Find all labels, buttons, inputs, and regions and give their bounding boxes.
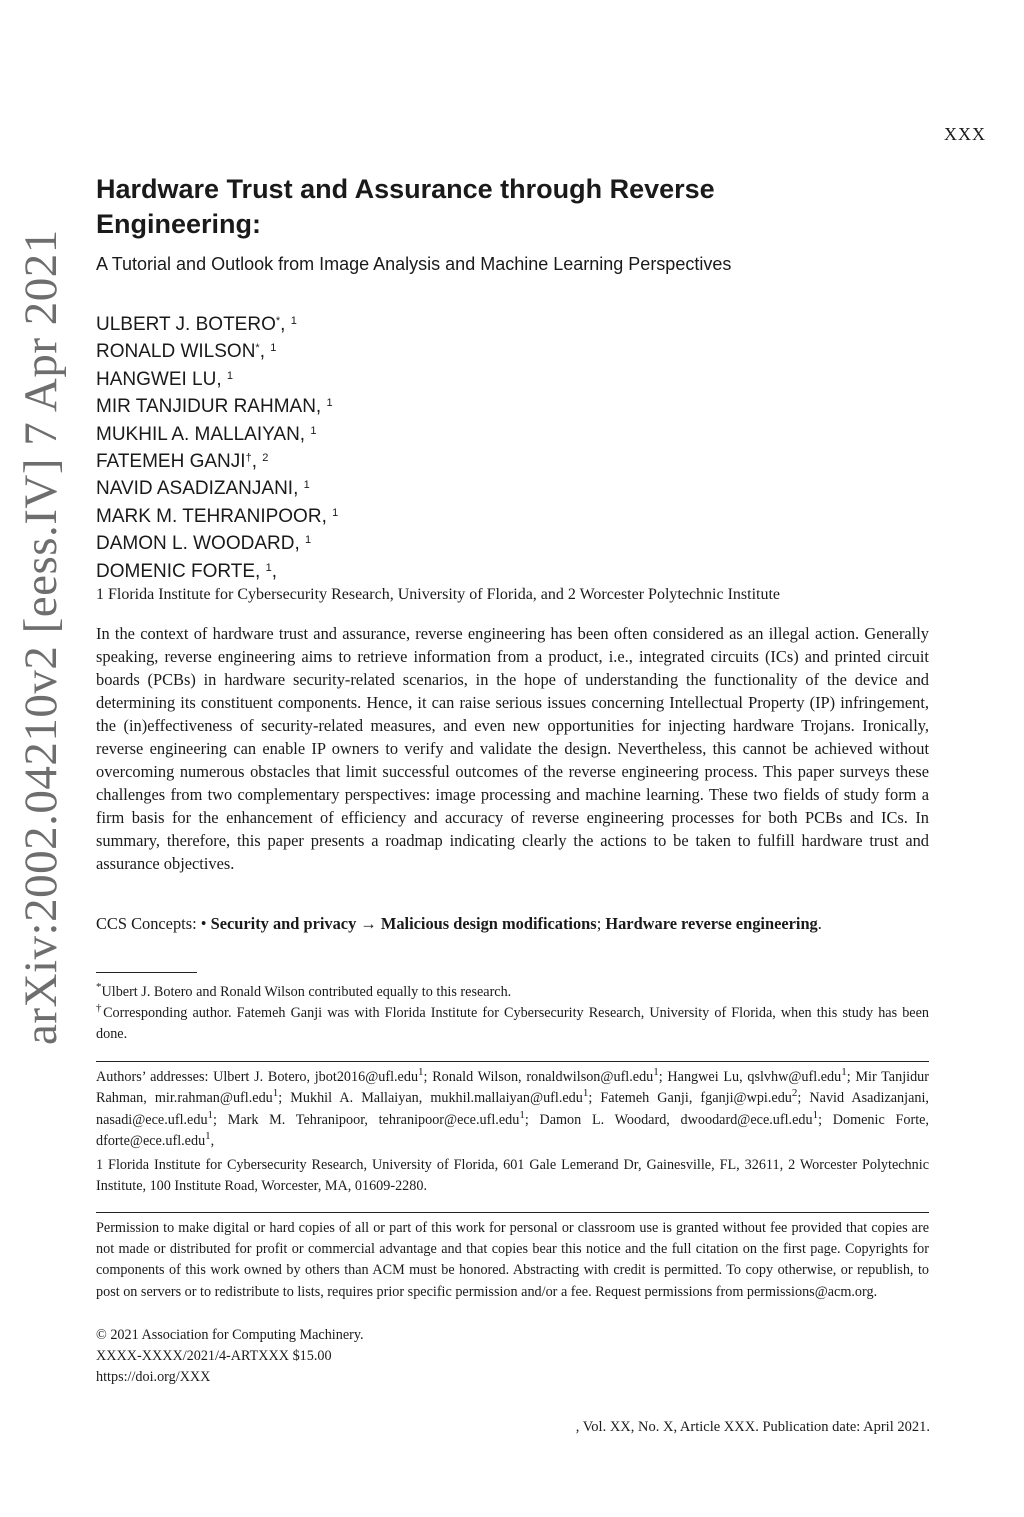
- author-name: HANGWEI LU: [96, 368, 217, 390]
- footnote-text: Ulbert J. Botero and Ronald Wilson contributed equally to this research.: [101, 984, 512, 1000]
- ccs-term-security: Security and privacy → Malicious design modifications: [210, 914, 597, 933]
- address-segment: ; Mir Tanjidur Rahman, mir.rahman@ufl.edu: [96, 1069, 929, 1107]
- author-name: RONALD WILSON: [96, 341, 256, 363]
- permission-rule: [96, 1212, 929, 1213]
- address-affiliation-mark: 1: [519, 1108, 525, 1121]
- address-segment: ; Damon L. Woodard, dwoodard@ece.ufl.edu: [524, 1111, 813, 1128]
- paper-title: Hardware Trust and Assurance through Reverse Engineering:: [96, 174, 715, 239]
- ccs-end: .: [817, 914, 822, 933]
- abstract: In the context of hardware trust and assurance, reverse engineering has been often considered as an illegal action. Generally speaking, reverse engineering aims to retrieve information from a product, i.e., integrated circuits (ICs) and printed circuit boards (PCBs) in hardware security-related scenarios, in the hope of understanding the functionality of the device and determining its constituent components. Hence, it can raise serious issues concerning Intellectual Property (IP) infringement, the (in)effectiveness of security-related measures, and even new opportunities for injecting hardware Trojans. Ironically, reverse engineering can enable IP owners to verify and validate the design. Nevertheless, this cannot be achieved without overcoming numerous obstacles that limit successful outcomes of the reverse engineering process. This paper surveys these challenges from two complementary perspectives: image processing and machine learning. These two fields of study form a firm basis for the enhancement of efficiency and accuracy of reverse engineering processes for both PCBs and ICs. In summary, therefore, this paper presents a roadmap indicating clearly the actions to be taken to fulfill hardware trust and assurance objectives.: [96, 624, 929, 873]
- author-entry: MIR TANJIDUR RAHMAN, $^1$: [96, 396, 333, 418]
- author-name: ULBERT J. BOTERO: [96, 314, 276, 335]
- author-entry: FATEMEH GANJI†, $^2$: [96, 451, 269, 473]
- paper-subtitle: A Tutorial and Outlook from Image Analysis and Machine Learning Perspectives: [96, 254, 732, 274]
- addresses-rule: [96, 1061, 929, 1062]
- author-mark: *: [275, 315, 281, 327]
- footnote-equal-contribution: [96, 982, 929, 1003]
- author-name: MUKHIL A. MALLAIYAN: [96, 423, 300, 445]
- ccs-term-hardware: Hardware reverse engineering: [605, 914, 818, 933]
- author-entry: RONALD WILSON*, $^1$: [96, 341, 277, 363]
- address-segment: ; Mukhil A. Mallaiyan, mukhil.mallaiyan@ufl.edu: [278, 1090, 583, 1107]
- author-name: FATEMEH GANJI: [96, 451, 246, 473]
- author-name: MIR TANJIDUR RAHMAN: [96, 396, 316, 418]
- author-list: [96, 311, 338, 585]
- affiliations: 1 Florida Institute for Cybersecurity Research, University of Florida, and 2 Worcester Polytechnic Institute: [96, 586, 781, 603]
- author-affiliation: 2: [262, 452, 269, 465]
- address-affiliation-mark: 1: [582, 1087, 589, 1100]
- addresses-institutions: 1 Florida Institute for Cybersecurity Research, University of Florida, 601 Gale Lemerand Dr, Gainesville, FL, 32611, 2 Worcester Polytechnic Institute, 100 Institute Road, Worcester, MA, 01609-2280.: [96, 1157, 929, 1195]
- author-affiliation: 1: [265, 561, 272, 574]
- addresses-paragraph: [96, 1067, 929, 1152]
- author-entry: MARK M. TEHRANIPOOR, $^1$: [96, 505, 339, 527]
- footnote-mark: †: [96, 1002, 104, 1014]
- author-mark: *: [255, 342, 260, 355]
- address-affiliation-mark: 2: [791, 1087, 798, 1100]
- ccs-label: CCS Concepts: •: [96, 914, 211, 933]
- footnotes: [96, 982, 929, 1045]
- author-affiliation: 1: [332, 506, 339, 519]
- footnote-text: Corresponding author. Fatemeh Ganji was with Florida Institute for Cybersecurity Research, University of Florida, when this study has been done.: [96, 1005, 929, 1042]
- address-affiliation-mark: 1: [418, 1066, 424, 1078]
- author-affiliation: 1: [305, 534, 312, 547]
- footnote-mark: *: [96, 981, 102, 993]
- copyright-line: © 2021 Association for Computing Machinery.: [96, 1327, 364, 1343]
- address-segment: ; Navid Asadizanjani, nasadi@ece.ufl.edu: [96, 1090, 929, 1128]
- author-entry: MUKHIL A. MALLAIYAN, $^1$: [96, 423, 317, 445]
- author-name: MARK M. TEHRANIPOOR: [96, 505, 322, 527]
- author-affiliation: 1: [326, 397, 333, 410]
- address-affiliation-mark: 1: [272, 1087, 279, 1100]
- author-entry: NAVID ASADIZANJANI, $^1$: [96, 478, 310, 500]
- running-header: XXX: [944, 124, 986, 144]
- author-name: DOMENIC FORTE: [96, 560, 256, 582]
- copyright-block: [96, 1325, 364, 1389]
- author-affiliation: 1: [303, 479, 310, 492]
- author-affiliation: 1: [290, 315, 297, 327]
- author-entry: DAMON L. WOODARD, $^1$: [96, 533, 312, 555]
- address-affiliation-mark: 1: [205, 1129, 211, 1142]
- footnote-rule: [96, 972, 197, 973]
- address-segment: ; Hangwei Lu, qslvhw@ufl.edu: [658, 1069, 842, 1085]
- address-affiliation-mark: 1: [841, 1066, 847, 1078]
- author-entry: DOMENIC FORTE, $^1$,: [96, 560, 278, 582]
- address-affiliation-mark: 1: [653, 1066, 659, 1078]
- address-segment: ; Fatemeh Ganji, fganji@wpi.edu: [588, 1090, 792, 1107]
- address-affiliation-mark: 1: [207, 1108, 214, 1121]
- address-segment: ; Ronald Wilson, ronaldwilson@ufl.edu: [423, 1069, 654, 1085]
- address-affiliation-mark: 1: [812, 1108, 819, 1121]
- author-affiliation: 1: [226, 369, 234, 382]
- doi-link[interactable]: https://doi.org/XXX: [96, 1369, 211, 1386]
- author-entry: ULBERT J. BOTERO*, $^1$: [96, 314, 297, 335]
- author-name: DAMON L. WOODARD: [96, 533, 295, 555]
- author-name: NAVID ASADIZANJANI: [96, 478, 294, 500]
- address-segment: ; Mark M. Tehranipoor, tehranipoor@ece.ufl.edu: [213, 1111, 520, 1128]
- issn-line: XXXX-XXXX/2021/4-ARTXXX $15.00: [96, 1348, 332, 1365]
- address-segment: ; Domenic Forte, dforte@ece.ufl.edu: [96, 1111, 929, 1149]
- address-segment: ,: [210, 1132, 215, 1149]
- footnote-corresponding-author: [96, 1003, 929, 1045]
- author-addresses: [96, 1067, 929, 1198]
- author-affiliation: 1: [270, 342, 277, 355]
- address-segment: Authors’ addresses: Ulbert J. Botero, jbot2016@ufl.edu: [96, 1069, 419, 1085]
- author-entry: HANGWEI LU, $^1$: [96, 368, 234, 390]
- ccs-concepts: [96, 912, 929, 935]
- arxiv-stamp: arXiv:2002.04210v2 [eess.IV] 7 Apr 2021: [15, 229, 67, 1045]
- author-affiliation: 1: [310, 424, 317, 437]
- author-mark: †: [245, 452, 252, 465]
- page-footer: , Vol. XX, No. X, Article XXX. Publication date: April 2021.: [575, 1419, 930, 1435]
- permission-notice: Permission to make digital or hard copies of all or part of this work for personal or classroom use is granted without fee provided that copies are not made or distributed for profit or commercial advantage and that copies bear this notice and the full citation on the first page. Copyrights for components of this work owned by others than ACM must be honored. Abstracting with credit is permitted. To copy otherwise, or republish, to post on servers or to redistribute to lists, requires prior specific permission and/or a fee. Request permissions from permissions@acm.org.: [96, 1220, 929, 1300]
- ccs-separator: ;: [596, 914, 606, 933]
